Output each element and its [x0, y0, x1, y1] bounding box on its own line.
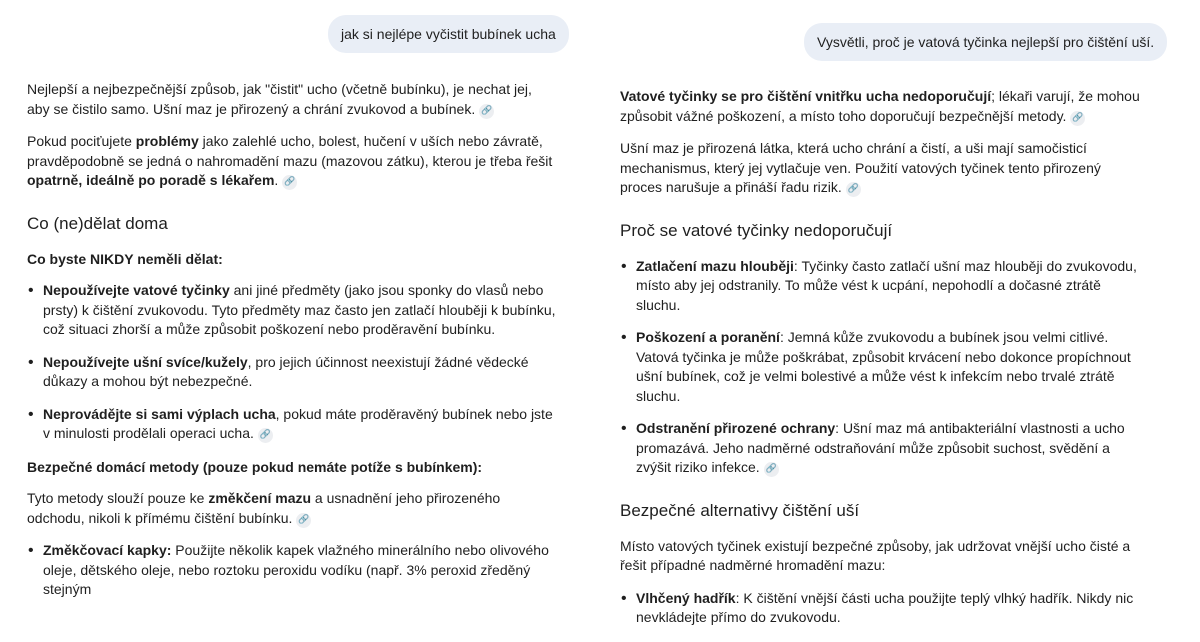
- bold-text: Změkčovací kapky:: [43, 542, 172, 558]
- list-item: [620, 419, 1140, 478]
- response-paragraph: [620, 87, 1140, 126]
- item-text: , pro jejich účinnost neexistují žádné vědecké důkazy a mohou být nebezpečné.: [43, 353, 529, 389]
- item-text: Použijte několik kapek vlažného minerálního nebo olivového oleje, dětského oleje, nebo roztoku peroxidu vodíku (např. 3% peroxid zředěný stejným: [43, 542, 549, 597]
- user-message-text: jak si nejlépe vyčistit bubínek ucha: [341, 26, 556, 42]
- bold-text: Odstranění přirozené ochrany: [636, 420, 836, 436]
- section-heading: Co (ne)dělat doma: [27, 213, 168, 233]
- bold-text: změkčení mazu: [208, 490, 312, 506]
- item-text: : Jemná kůže zvukovodu a bubínek jsou velmi citlivé. Vatová tyčinka je může poškrábat, způsobit krvácení nebo dokonce propíchnout ušní bubínek, což je velmi bolestivé a může vést k infekcím nebo trvalé ztrátě sluchu.: [636, 329, 1131, 404]
- bold-text: problémy: [135, 133, 199, 149]
- link-icon[interactable]: 🔗: [282, 175, 297, 190]
- user-message-bubble: [328, 15, 569, 53]
- response-paragraph: [27, 489, 557, 528]
- link-icon[interactable]: 🔗: [846, 182, 861, 197]
- paragraph-text: .: [274, 172, 279, 188]
- bold-text: Vlhčený hadřík: [636, 589, 736, 606]
- link-icon[interactable]: 🔗: [764, 462, 779, 477]
- list-item: [27, 281, 557, 340]
- bold-text: Poškození a poranění: [636, 329, 780, 345]
- item-text: : K čištění vnější části ucha použijte teplý vlhký hadřík. Nikdy nic nevkládejte přímo do zvukovodu.: [636, 589, 1134, 625]
- subheading: Bezpečné domácí metody (pouze pokud nemáte potíže s bubínkem):: [27, 458, 483, 475]
- assistant-response: [620, 87, 1140, 642]
- list-item: [620, 328, 1140, 406]
- paragraph-text: Tyto metody slouží pouze ke: [27, 490, 209, 506]
- response-paragraph: Místo vatových tyčinek existují bezpečné způsoby, jak udržovat vnější ucho čisté a řešit případné nadměrné hromadění mazu:: [620, 537, 1131, 573]
- bullet-list: [27, 541, 557, 600]
- list-item: [620, 589, 1140, 628]
- list-item: [27, 541, 557, 600]
- bold-text: Nepoužívejte ušní svíce/kužely: [43, 353, 248, 370]
- paragraph-text: a usnadnění jeho přirozeného odchodu, nikoli k přímému čištění bubínku.: [27, 490, 501, 526]
- bullet-list: [27, 281, 557, 444]
- paragraph-text: jako zalehlé ucho, bolest, hučení v uších nebo závratě, pravděpodobně se jedná o nahromadění mazu (mazovou zátku), kterou je třeba řešit: [27, 133, 553, 169]
- paragraph-text: Ušní maz je přirozená látka, která ucho chrání a čistí, a uši mají samočisticí mechanismus, který jej vytlačuje ven. Použití vatových tyčinek tento přirozený proces narušuje a přináší řadu rizik.: [620, 140, 1101, 195]
- item-text: , pokud máte proděravěný bubínek nebo jste v minulosti prodělali operaci ucha.: [43, 405, 553, 441]
- link-icon[interactable]: 🔗: [479, 104, 494, 119]
- paragraph-text: ; lékaři varují, že mohou způsobit vážné poškození, a místo toho doporučují bezpečnější metody.: [620, 88, 1140, 124]
- item-text: ani jiné předměty (jako jsou sponky do vlasů nebo prsty) k čištění zvukovodu. Tyto předměty maz často jen zatlačí hlouběji k bubínku, což situaci zhorší a může způsobit poškození nebo proděravění bubínku.: [43, 282, 556, 337]
- bold-text: Vatové tyčinky se pro čištění vnitřku ucha nedoporučují: [620, 88, 992, 104]
- response-paragraph: [620, 139, 1140, 198]
- item-text: : Ušní maz má antibakteriální vlastnosti a ucho promazává. Jeho nadměrné odstraňování může způsobit suchost, svědění a zvýšit riziko infekce.: [636, 420, 1125, 475]
- subheading: Co byste NIKDY neměli dělat:: [27, 250, 223, 267]
- bullet-list: [620, 589, 1140, 628]
- bold-text: Zatlačení mazu hlouběji: [636, 257, 794, 274]
- list-item: [27, 405, 557, 444]
- section-heading: Bezpečné alternativy čištění uší: [620, 500, 860, 520]
- user-message-text: Vysvětli, proč je vatová tyčinka nejlepší pro čištění uší.: [817, 34, 1155, 50]
- bullet-list: [620, 257, 1140, 478]
- list-item: [620, 257, 1140, 316]
- link-icon[interactable]: 🔗: [296, 513, 311, 528]
- section-heading: Proč se vatové tyčinky nedoporučují: [620, 220, 893, 240]
- paragraph-text: Pokud pociťujete: [27, 133, 136, 149]
- list-item: [27, 353, 557, 392]
- bold-text: opatrně, ideálně po poradě s lékařem: [27, 172, 275, 188]
- bold-text: Nepoužívejte vatové tyčinky: [43, 282, 230, 298]
- item-text: : Tyčinky často zatlačí ušní maz hlouběji do zvukovodu, místo aby jej odstranily. To může vést k ucpání, nepohodlí a dočasné ztrátě sluchu.: [636, 257, 1137, 313]
- left-chat-panel: [0, 0, 585, 597]
- response-paragraph: [27, 132, 557, 191]
- response-paragraph: [27, 80, 557, 119]
- user-message-bubble: [804, 23, 1167, 61]
- paragraph-text: Nejlepší a nejbezpečnější způsob, jak "čistit" ucho (včetně bubínku), je nechat jej, aby se čistilo samo. Ušní maz je přirozený a chrání zvukovod a bubínek.: [27, 81, 532, 117]
- assistant-response: [27, 80, 557, 614]
- bold-text: Neprovádějte si sami výplach ucha: [43, 405, 276, 422]
- right-chat-panel: [596, 0, 1200, 625]
- link-icon[interactable]: 🔗: [258, 428, 273, 443]
- link-icon[interactable]: 🔗: [1070, 111, 1085, 126]
